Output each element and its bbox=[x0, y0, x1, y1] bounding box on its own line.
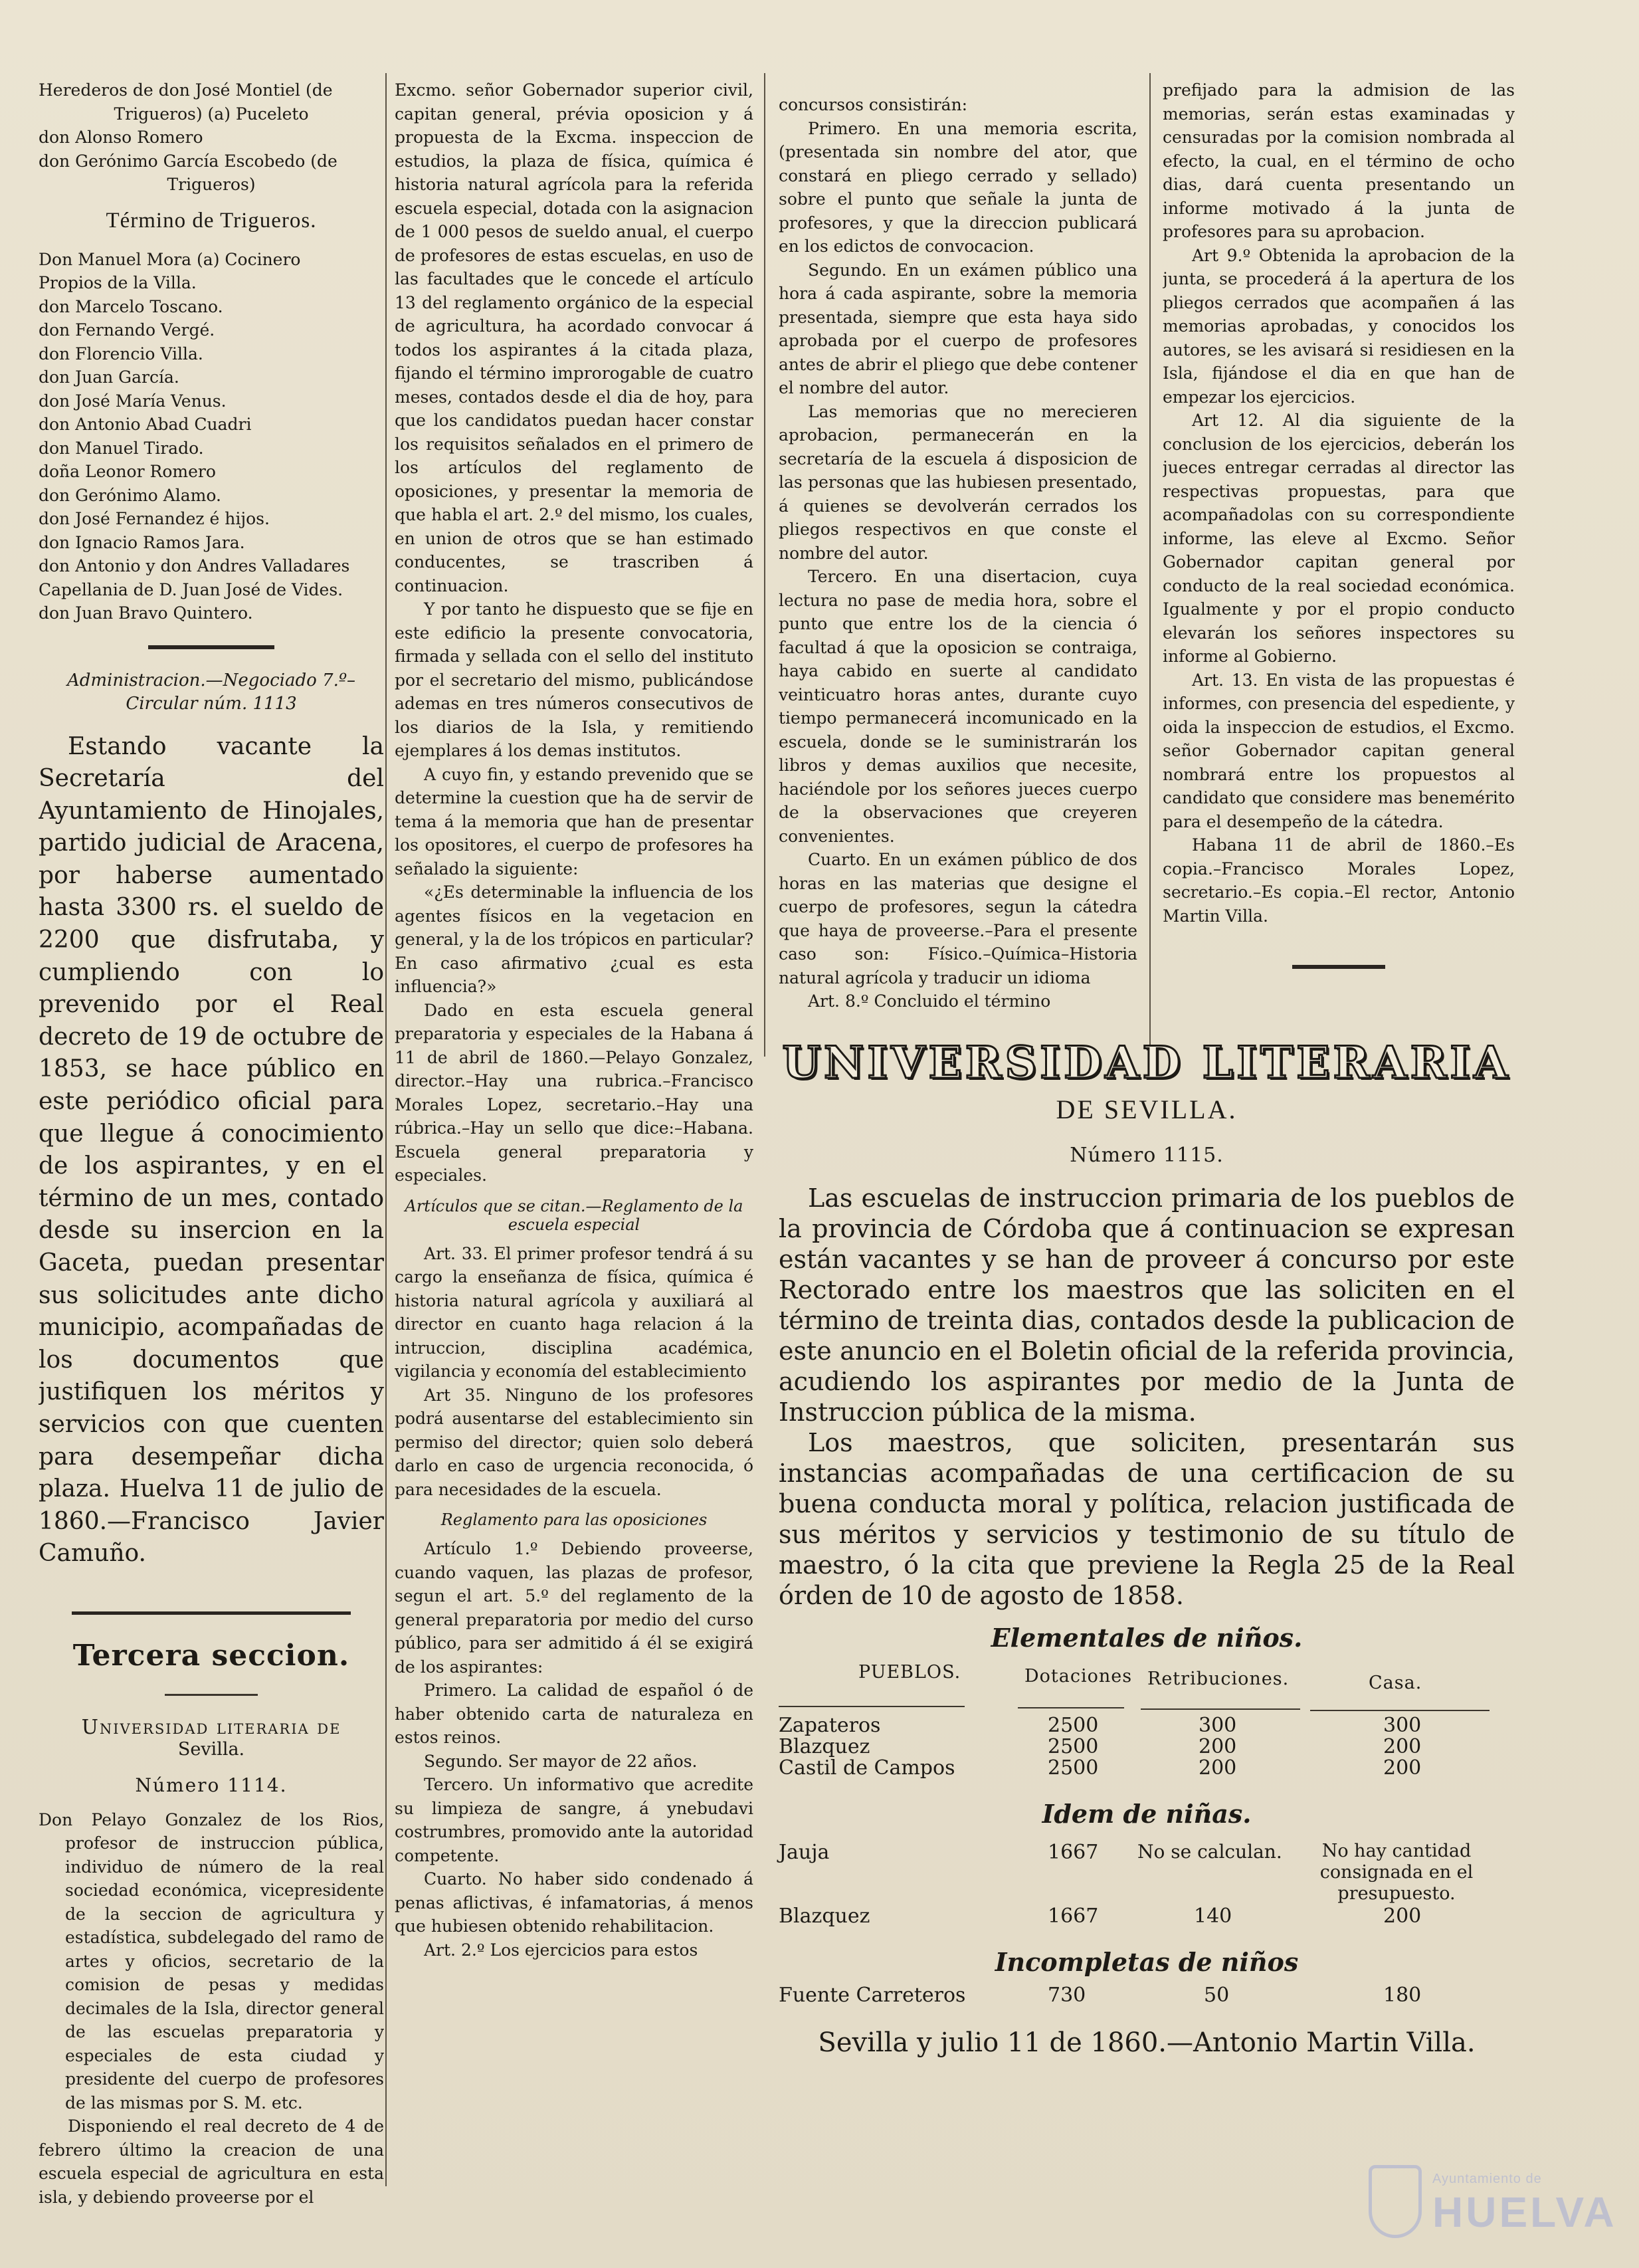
table-header-row bbox=[779, 1659, 1515, 1706]
admin-header: Administracion.—Negociado 7.º–Circular núm. 1113 bbox=[66, 670, 356, 714]
cell-casa: 200 bbox=[1383, 1756, 1422, 1780]
name-line: don Manuel Tirado. bbox=[39, 438, 204, 458]
name-line: don Antonio Abad Cuadri bbox=[39, 415, 252, 434]
article-35: Art 35. Ninguno de los profesores podrá ausentarse del establecimiento sin permiso del director; quien solo deberá darlo en caso de urgencia reconocida, ó para necesidades de la escuela. bbox=[395, 1385, 753, 1499]
numero-1114: Número 1114. bbox=[135, 1774, 288, 1796]
name-line: Herederos de don José Montiel (de bbox=[39, 80, 333, 100]
tercera-seccion-title: Tercera seccion. bbox=[72, 1638, 350, 1673]
admin-notice bbox=[39, 731, 384, 1570]
cell-casa: 200 bbox=[1383, 1735, 1422, 1758]
cell-retribucion: 140 bbox=[1194, 1905, 1232, 1928]
ninas-heading: Idem de niñas. bbox=[1042, 1799, 1252, 1829]
sevilla-closing: Sevilla y julio 11 de 1860.—Antonio Martin Villa. bbox=[818, 2027, 1476, 2058]
concursos-line: concursos consistirán: bbox=[779, 95, 968, 114]
ejercicio-tercero: Tercero. En una disertacion, cuya lectura no pase de media hora, sobre el punto que entre los de la ciencia ó facultad á que la oposicion se contraiga, haya cabido en suerte al candidato veinticuatro horas antes, durante cuyo tiempo permanecerá incomunicado en la escuela, donde se le suministrarán los libros y demas auxilios que necesite, haciéndole por los señores jueces cuerpo de la observaciones que creyeren convenientes. bbox=[779, 567, 1137, 846]
name-line: don Alonso Romero bbox=[39, 128, 203, 147]
name-line: Propios de la Villa. bbox=[39, 273, 197, 292]
name-line: don José Fernandez é hijos. bbox=[39, 509, 270, 528]
requisito-segundo: Segundo. Ser mayor de 22 años. bbox=[424, 1751, 698, 1771]
requisito-cuarto: Cuarto. No haber sido condenado á penas aflictivas, é infamatorias, á menos que hubiesen obtenido rehabilitacion. bbox=[395, 1869, 753, 1936]
incompletas-heading: Incompletas de niños bbox=[995, 1947, 1299, 1977]
convocatoria-paragraph: Excmo. señor Gobernador superior civil, capitan general, prévia oposicion y á propuesta de la Excma. inspeccion de estudios, la plaza de física, química é historia natural agrícola para la referida escuela especial, dotada con la asignacion de 1 000 pesos de sueldo anual, el cuerpo de profesores de estas escuelas, en uso de las facultades que le concede el artículo 13 del reglamento orgánico de la especial de agricultura, ha acordado convocar á todos los aspirantes á la citada plaza, fijando el término improrogable de cuatro meses, contados desde el dia de hoy, para que los candidatos puedan hacer constar los requisitos señalados en el primero de los artículos del reglamento de oposiciones, y presentar la memoria de que habla el art. 2.º del mismo, los cuales, en union de otros que se han estimado conducentes, se trascriben á continuacion. bbox=[395, 80, 753, 595]
name-line: doña Leonor Romero bbox=[39, 462, 216, 481]
article-2: Art. 2.º Los ejercicios para estos bbox=[424, 1940, 698, 1960]
column-rule bbox=[764, 73, 765, 1057]
admin-notice-body: Estando vacante la Secretaría del Ayuntamiento de Hinojales, partido judicial de Aracena, por haberse aumentado hasta 3300 rs. el sueldo de 2200 que disfrutaba, y cumpliendo con lo prevenido por el Real decreto de 19 de octubre de 1853, se hace público en este periódico oficial para que llegue á conocimiento de los aspirantes, y en el término de un mes, contado desde su insercion en la Gaceta, puedan presentar sus solicitudes ante dicho municipio, acompañadas de los documentos que justifiquen los méritos y servicios con que cuenten para desempeñar dicha plaza. Huelva 11 de julio de 1860.—Francisco Javier Camuño. bbox=[39, 732, 384, 1568]
article-9: Art 9.º Obtenida la aprobacion de la junta, se procederá á la apertura de los pliegos cerrados que acompañen á las memorias aprobadas, y conocidos los autores, se les avisará si residiesen en la Isla, fijándose el dia en que han de empezar los ejercicios. bbox=[1163, 245, 1515, 407]
col-header-casa: Casa. bbox=[1369, 1673, 1422, 1693]
article-8: Art. 8.º Concluido el término bbox=[808, 991, 1051, 1011]
requisito-tercero: Tercero. Un informativo que acredite su limpieza de sangre, á ynebudavi costrumbres, promovido ante la autoridad competente. bbox=[395, 1775, 753, 1865]
cell-pueblo: Castil de Campos bbox=[779, 1756, 955, 1780]
cell-dotacion: 2500 bbox=[1048, 1756, 1099, 1780]
article-12: Art 12. Al dia siguiente de la conclusion de los ejercicios, deberán los jueces entregar cerradas al director las respectivas propuestas, para que acompañadolas con su correspondiente informe, las eleve al Excmo. Señor Gobernador capitan general por conducto de la real sociedad económica. Igualmente y por el propio conducto elevarán los señores inspectores su informe al Gobierno. bbox=[1163, 411, 1515, 666]
cell-dotacion: 1667 bbox=[1048, 1905, 1099, 1928]
cell-retribucion: 200 bbox=[1199, 1756, 1237, 1780]
name-line: Capellania de D. Juan José de Vides. bbox=[39, 579, 343, 599]
seal-small-text: Ayuntamiento de bbox=[1432, 2172, 1542, 2186]
cell-retribucion: 300 bbox=[1199, 1714, 1237, 1737]
cell-retribucion: 50 bbox=[1204, 1984, 1230, 2007]
article-33: Art. 33. El primer profesor tendrá á su cargo la enseñanza de física, química é historia natural agrícola y auxiliará al director en cuanto haga relacion á la intruccion, disciplina académica, vigilancia y economía del establecimiento bbox=[395, 1243, 753, 1381]
cell-pueblo: Zapateros bbox=[779, 1714, 881, 1737]
cell-dotacion: 1667 bbox=[1048, 1841, 1099, 1864]
convocatoria-paragraph: Y por tanto he dispuesto que se fije en este edificio la presente convocatoria, firmada y sellada con el sello del instituto por el secretario del mismo, publicándose ademas en tres números consecutivos de los diarios de la Isla, y remitiendo ejemplares á los demas institutos. bbox=[395, 599, 753, 760]
numero-1115: Número 1115. bbox=[1070, 1144, 1224, 1167]
section-divider bbox=[148, 645, 274, 649]
cell-pueblo: Blazquez bbox=[779, 1905, 870, 1928]
section-divider bbox=[72, 1611, 351, 1615]
cell-retribucion: 200 bbox=[1199, 1735, 1237, 1758]
col-header-retribuciones: Retribuciones. bbox=[1147, 1669, 1290, 1689]
cell-retribucion: No se calculan. bbox=[1137, 1841, 1282, 1863]
name-line: don Ignacio Ramos Jara. bbox=[39, 532, 245, 552]
disponiendo-paragraph: Disponiendo el real decreto de 4 de febrero último la creacion de una escuela especial de agricultura en esta isla, y debiendo proveerse por el bbox=[39, 2116, 384, 2207]
table-row bbox=[779, 1984, 1515, 2014]
article-1: Artículo 1.º Debiendo proveerse, cuando vaquen, las plazas de profesor, segun el art. 5.º del reglamento de la general preparatoria por medio del curso público, para ser admitido á él se exigirá de los aspirantes: bbox=[395, 1539, 753, 1677]
table-row bbox=[779, 1835, 1515, 1902]
article-13: Art. 13. En vista de las propuestas é informes, con presencia del espediente, y oida la inspeccion de estudios, el Excmo. señor Gobernador capitan general nombrará entre los propuestos al candidato que considere mas benemérito para el desempeño de la cátedra. bbox=[1163, 670, 1515, 831]
table-row bbox=[779, 1905, 1515, 1935]
column-4 bbox=[1163, 78, 1515, 1022]
name-line: don Fernando Vergé. bbox=[39, 320, 215, 340]
table-row bbox=[779, 1756, 1515, 1787]
universidad-heading-city: Sevilla. bbox=[177, 1738, 245, 1760]
universidad-subtitle: DE SEVILLA. bbox=[1056, 1094, 1238, 1124]
sevilla-notice bbox=[779, 1037, 1515, 2233]
cell-casa: No hay cantidad consignada en el presupuesto. bbox=[1319, 1841, 1474, 1904]
prefijado-paragraph: prefijado para la admision de las memorias, serán estas examinadas y censuradas por la comision nombrada al efecto, la cual, en el término de ocho dias, dará cuenta presentando un informe motivado á la junta de profesores para su aprobacion. bbox=[1163, 80, 1515, 241]
tema-question: «¿Es determinable la influencia de los agentes físicos en la vegetacion en general, y la de los trópicos en particular? En caso afirmativo ¿cual es esta influencia?» bbox=[395, 882, 753, 996]
maestros-paragraph: Los maestros, que soliciten, presentarán sus instancias acompañadas de una certificacion de su buena conducta moral y política, relacion justificada de sus méritos y servicios y testimonio de su título de maestro, ó la cita que previene la Regla 25 de la Real órden de 10 de agosto de 1858. bbox=[779, 1428, 1515, 1610]
pelayo-paragraph: Don Pelayo Gonzalez de los Rios, profesor de instruccion pública, individuo de número de la real sociedad económica, vicepresidente de la seccion de agricultura y estadística, subdelegado del ramo de artes y oficios, secretario de la comision de pesas y medidas decimales de la Isla, director general de las escuelas preparatoria y especiales de esta ciudad y presidente del cuerpo de profesores de las mismas por S. M. etc. bbox=[39, 1809, 384, 2113]
universidad-literaria-title: UNIVERSIDAD LITERARIA bbox=[782, 1037, 1511, 1088]
crest-icon bbox=[1369, 2165, 1422, 2238]
section-divider bbox=[1292, 965, 1385, 969]
dado-paragraph: Dado en esta escuela general preparatoria y especiales de la Habana á 11 de abril de 1860.—Pelayo Gonzalez, director.–Hay una rubrica.–Francisco Morales Lopez, secretario.–Hay una rúbrica.–Hay un sello que dice:–Habana. Escuela general preparatoria y especiales. bbox=[395, 1000, 753, 1185]
subheading-reglamento: Reglamento para las oposiciones bbox=[440, 1510, 708, 1529]
name-line: don Marcelo Toscano. bbox=[39, 296, 223, 316]
cell-dotacion: 2500 bbox=[1048, 1714, 1099, 1737]
cell-dotacion: 2500 bbox=[1048, 1735, 1099, 1758]
col-header-dotaciones: Dotaciones bbox=[1024, 1666, 1133, 1687]
name-line: don Antonio y don Andres Valladares bbox=[39, 556, 350, 575]
column-rule bbox=[385, 73, 387, 2186]
column-2 bbox=[395, 78, 753, 2231]
requisito-primero: Primero. La calidad de español ó de haber obtenido carta de naturaleza en estos reinos. bbox=[395, 1681, 753, 1747]
subheading-articulos: Artículos que se citan.—Reglamento de la escuela especial bbox=[405, 1196, 743, 1234]
name-line: don Juan García. bbox=[39, 367, 179, 387]
memorias-paragraph: Las memorias que no merecieren aprobacion, permanecerán en la secretaría de la escuela á disposicion de las personas que las hubiesen presentado, á quienes se devolverán cerrados los pliegos respectivos en que conste el nombre del autor. bbox=[779, 401, 1137, 563]
name-line: Trigueros) bbox=[167, 175, 256, 194]
ejercicio-segundo: Segundo. En un exámen público una hora á cada aspirante, sobre la memoria presentada, siempre que esta haya sido aprobada por el cuerpo de profesores antes de abrir el pliego que debe contener el nombre del autor. bbox=[779, 260, 1137, 397]
section-divider bbox=[165, 1694, 258, 1696]
ejercicio-primero: Primero. En una memoria escrita, (presentada sin nombre del ator, que constará en pliego cerrado y sellado) sobre el punto que señale la junta de profesores, y que la direccion publicará en los edictos de convocacion. bbox=[779, 118, 1137, 256]
name-line: Trigueros) (a) Puceleto bbox=[114, 104, 309, 124]
elementales-heading: Elementales de niños. bbox=[991, 1623, 1303, 1653]
column-1 bbox=[39, 78, 384, 2231]
section-title-trigueros: Término de Trigueros. bbox=[106, 208, 317, 233]
name-line: don José María Venus. bbox=[39, 391, 227, 411]
name-line: don Juan Bravo Quintero. bbox=[39, 603, 253, 623]
convocatoria-paragraph: A cuyo fin, y estando prevenido que se determine la cuestion que ha de servir de tema á la memoria que han de presentar los opositores, el cuerpo de profesores ha señalado la siguiente: bbox=[395, 764, 753, 878]
cell-casa: 300 bbox=[1383, 1714, 1422, 1737]
habana-signature: Habana 11 de abril de 1860.–Es copia.–Francisco Morales Lopez, secretario.–Es copia.–El rector, Antonio Martin Villa. bbox=[1163, 835, 1515, 926]
col-header-pueblos: PUEBLOS. bbox=[858, 1662, 961, 1683]
cell-casa: 200 bbox=[1383, 1905, 1422, 1928]
escuelas-paragraph: Las escuelas de instruccion primaria de los pueblos de la provincia de Córdoba que á continuacion se expresan están vacantes y se han de proveer á concurso por este Rectorado entre los maestros que las soliciten en el término de treinta dias, contados desde la publicacion de este anuncio en el Boletin oficial de la referida provincia, acudiendo los aspirantes por medio de la Junta de Instruccion pública de la misma. bbox=[779, 1184, 1515, 1427]
name-line: don Gerónimo Alamo. bbox=[39, 485, 221, 505]
cell-pueblo: Fuente Carreteros bbox=[779, 1984, 966, 2007]
seal-word: HUELVA bbox=[1432, 2188, 1617, 2236]
cell-dotacion: 730 bbox=[1048, 1984, 1086, 2007]
cell-casa: 180 bbox=[1383, 1984, 1422, 2007]
cell-pueblo: Blazquez bbox=[779, 1735, 870, 1758]
name-line: don Florencio Villa. bbox=[39, 344, 203, 363]
name-line: Don Manuel Mora (a) Cocinero bbox=[39, 249, 301, 269]
cell-pueblo: Jauja bbox=[779, 1841, 830, 1864]
column-rule bbox=[1149, 73, 1151, 1057]
huelva-seal bbox=[1369, 2160, 1617, 2246]
ejercicio-cuarto: Cuarto. En un exámen público de dos horas en las materias que designe el cuerpo de profesores, segun la cátedra que haya de proveerse.–Para el presente caso son: Físico.–Química–Historia natural agrícola y traducir un idioma bbox=[779, 850, 1137, 987]
name-line: don Gerónimo García Escobedo (de bbox=[39, 151, 337, 171]
table-header-underline bbox=[779, 1706, 1515, 1714]
column-3 bbox=[779, 93, 1137, 1037]
universidad-heading: Universidad literaria de bbox=[81, 1715, 341, 1739]
